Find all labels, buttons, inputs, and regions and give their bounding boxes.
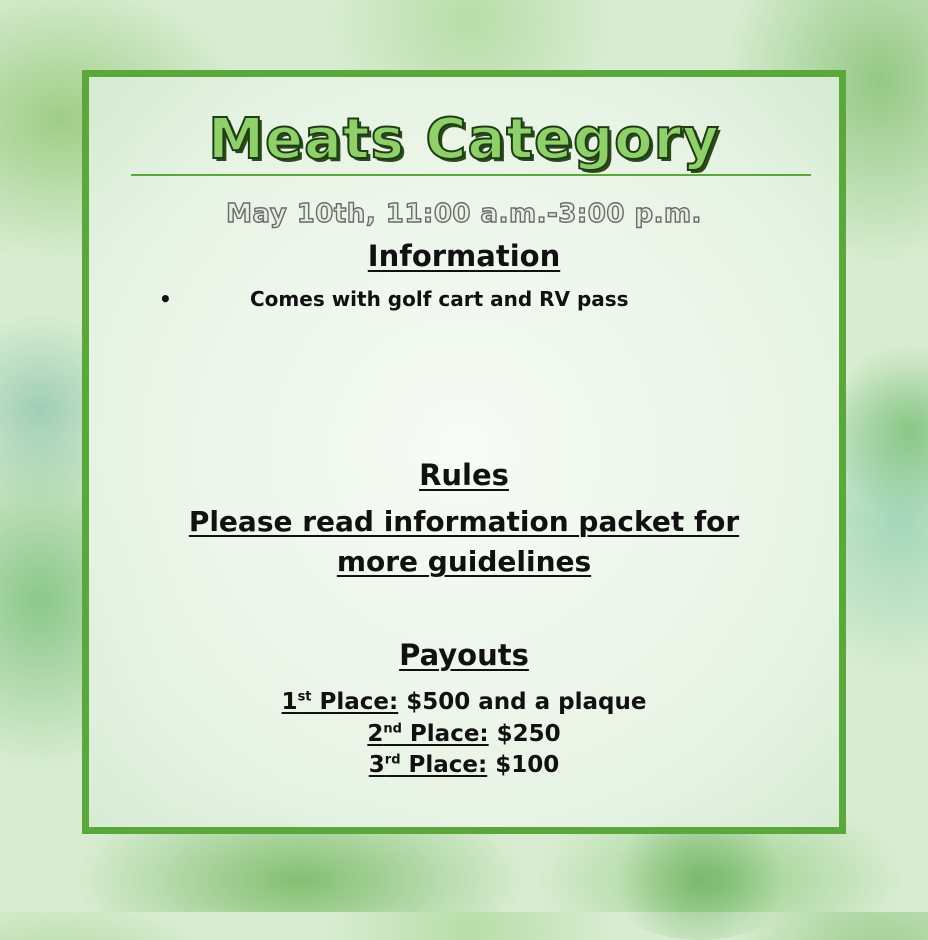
payout-place-label: 2nd Place: <box>367 721 489 747</box>
payout-third <box>89 752 839 778</box>
bullet-icon: • <box>159 287 172 311</box>
rules-line-1: Please read information packet for <box>188 505 740 538</box>
rules-text <box>89 502 839 582</box>
rules-heading: Rules <box>419 458 509 492</box>
payout-amount: $250 <box>488 721 561 747</box>
payout-first <box>89 689 839 715</box>
flyer-card <box>82 70 846 834</box>
watercolor-blob <box>600 820 800 940</box>
payout-amount: $500 and a plaque <box>398 689 647 715</box>
information-heading: Information <box>367 239 561 273</box>
payout-amount: $100 <box>487 752 560 778</box>
payout-place-label: 1st Place: <box>281 689 399 715</box>
rules-line-2: more guidelines <box>336 545 592 578</box>
title-divider <box>131 174 811 176</box>
event-date-time: May 10th, 11:00 a.m.-3:00 p.m. <box>226 199 702 229</box>
payout-place-label: 3rd Place: <box>368 752 488 778</box>
bullet-text: Comes with golf cart and RV pass <box>250 287 629 311</box>
watercolor-blob <box>840 330 928 530</box>
payouts-heading: Payouts <box>399 638 529 672</box>
flyer-title: Meats Category <box>208 107 720 172</box>
payout-second <box>89 721 839 747</box>
